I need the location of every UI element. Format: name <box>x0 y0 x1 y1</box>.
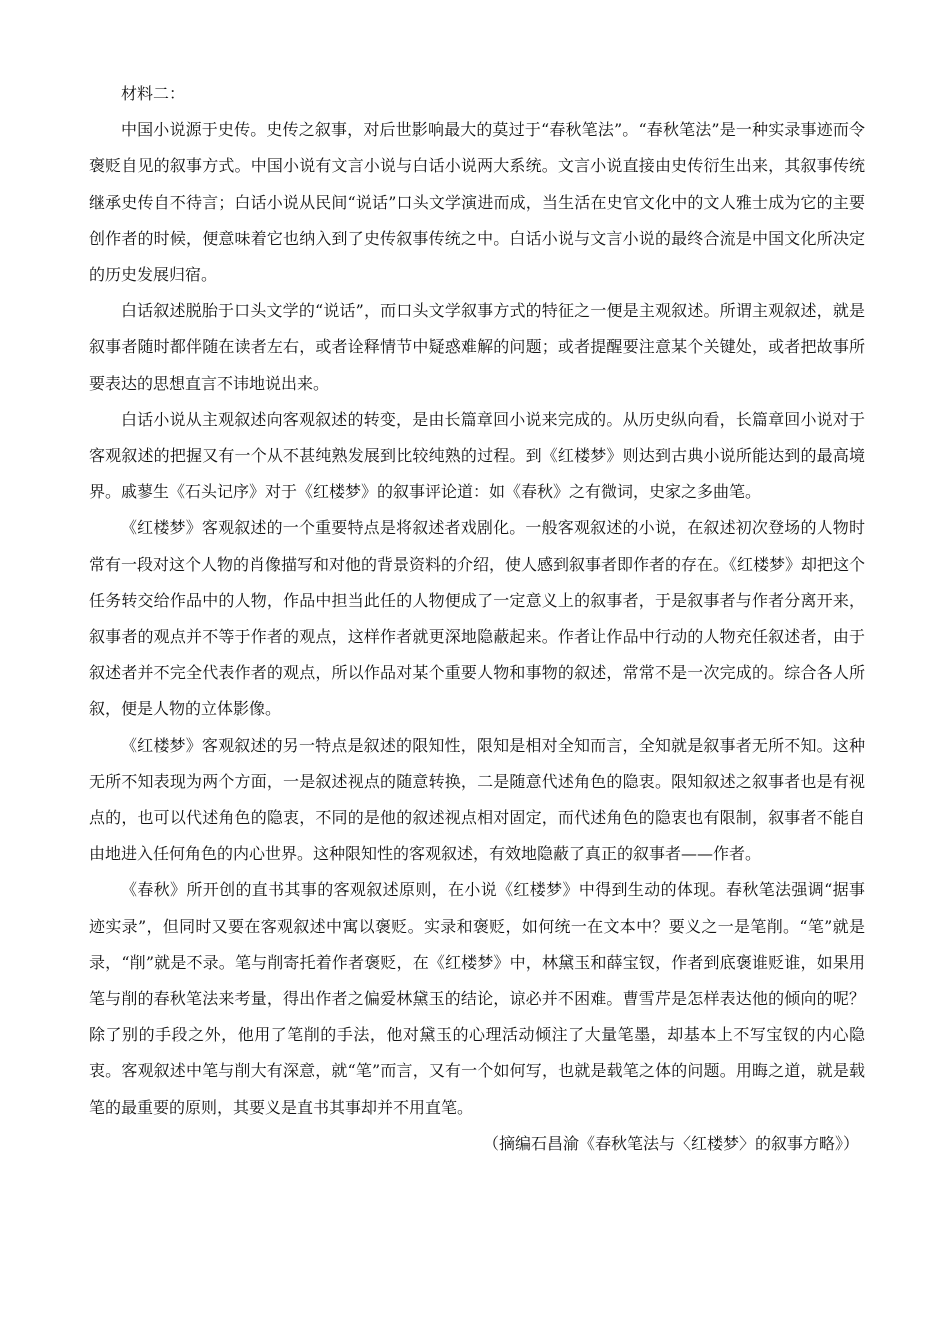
paragraph-5: 《红楼梦》客观叙述的另一特点是叙述的限知性，限知是相对全知而言，全知就是叙事者无所不知。这种无所不知表现为两个方面，一是叙述视点的随意转换，二是随意代述角色的隐衷。限知叙述之叙事者也是有视点的，也可以代述角色的隐衷，不同的是他的叙述视点相对固定，而代述角色的隐衷也有限制，叙事者不能自由地进入任何角色的内心世界。这种限知性的客观叙述，有效地隐蔽了真正的叙事者——作者。 <box>89 735 865 864</box>
paragraph-2: 白话叙述脱胎于口头文学的“说话”，而口头文学叙事方式的特征之一便是主观叙述。所谓主观叙述，就是叙事者随时都伴随在读者左右，或者诠释情节中疑惑难解的问题；或者提醒要注意某个关键处，或者把故事所要表达的思想直言不讳地说出来。 <box>89 301 865 393</box>
paragraph-6: 《春秋》所开创的直书其事的客观叙述原则，在小说《红楼梦》中得到生动的体现。春秋笔法强调“据事迹实录”，但同时又要在客观叙述中寓以褒贬。实录和褒贬，如何统一在文本中？要义之一是笔削。“笔”就是录，“削”就是不录。笔与削寄托着作者褒贬，在《红楼梦》中，林黛玉和薛宝钗，作者到底褒谁贬谁，如果用笔与削的春秋笔法来考量，得出作者之偏爱林黛玉的结论，谅必并不困难。曹雪芹是怎样表达他的倾向的呢？除了别的手段之外，他用了笔削的手法，他对黛玉的心理活动倾注了大量笔墨，却基本上不写宝钗的内心隐衷。客观叙述中笔与削大有深意，就“笔”而言，又有一个如何写，也就是载笔之体的问题。用晦之道，就是载笔的最重要的原则，其要义是直书其事却并不用直笔。 <box>89 880 865 1117</box>
document-page <box>89 76 865 1162</box>
paragraph-4: 《红楼梦》客观叙述的一个重要特点是将叙述者戏剧化。一般客观叙述的小说，在叙述初次登场的人物时常有一段对这个人物的肖像描写和对他的背景资料的介绍，使人感到叙事者即作者的存在。《红楼梦》却把这个任务转交给作品中的人物，作品中担当此任的人物便成了一定意义上的叙事者，于是叙事者与作者分离开来，叙事者的观点并不等于作者的观点，这样作者就更深地隐蔽起来。作者让作品中行动的人物充任叙述者，由于叙述者并不完全代表作者的观点，所以作品对某个重要人物和事物的叙述，常常不是一次完成的。综合各人所叙，便是人物的立体影像。 <box>89 518 866 719</box>
material-heading: 材料二： <box>121 84 186 103</box>
paragraph-1: 中国小说源于史传。史传之叙事，对后世影响最大的莫过于“春秋笔法”。“春秋笔法”是一种实录事迹而令褒贬自见的叙事方式。中国小说有文言小说与白话小说两大系统。文言小说直接由史传衍生出来，其叙事传统继承史传自不待言；白话小说从民间“说话”口头文学演进而成，当生活在史官文化中的文人雅士成为它的主要创作者的时候，便意味着它也纳入到了史传叙事传统之中。白话小说与文言小说的最终合流是中国文化所决定的历史发展归宿。 <box>89 120 865 285</box>
paragraph-3: 白话小说从主观叙述向客观叙述的转变，是由长篇章回小说来完成的。从历史纵向看，长篇章回小说对于客观叙述的把握又有一个从不甚纯熟发展到比较纯熟的过程。到《红楼梦》则达到古典小说所能达到的最高境界。戚蓼生《石头记序》对于《红楼梦》的叙事评论道：如《春秋》之有微词，史家之多曲笔。 <box>89 409 865 502</box>
source-citation: （摘编石昌渝《春秋笔法与〈红楼梦〉的叙事方略》） <box>482 1133 859 1153</box>
